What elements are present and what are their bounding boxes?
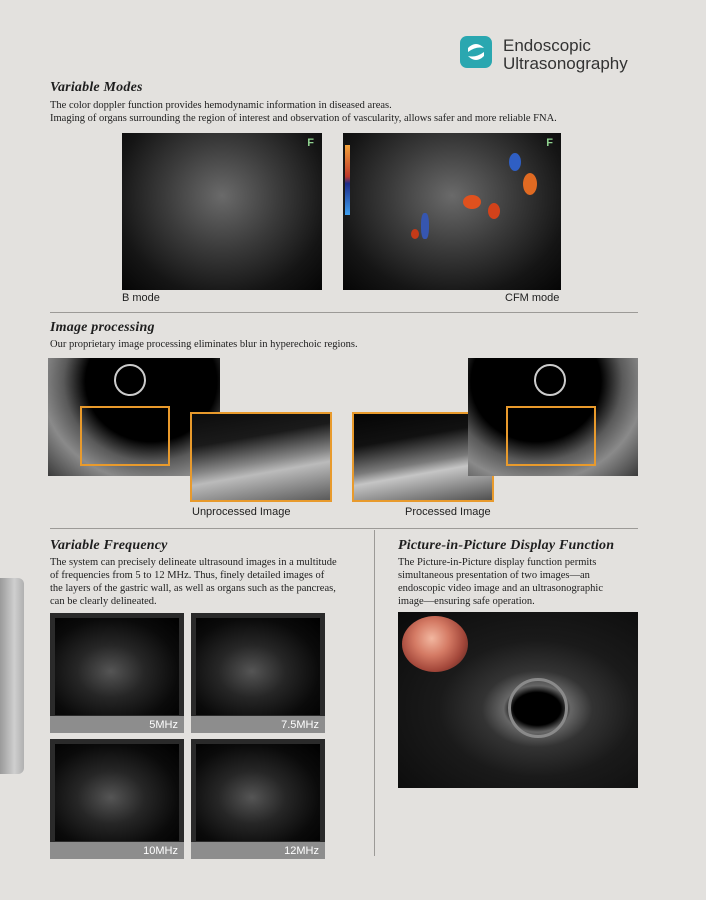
b-mode-image: F [122, 133, 322, 290]
unprocessed-zoom-image [190, 412, 332, 502]
pip-line4: image—ensuring safe operation. [398, 596, 535, 607]
vf-line2: of frequencies from 5 to 12 MHz. Thus, finely detailed images of [50, 570, 325, 581]
doppler-blue-2 [421, 213, 429, 239]
section-title-image-processing: Image processing [50, 320, 155, 335]
freq-image-12mhz: 12MHz [191, 739, 325, 859]
vf-line3: the layers of the gastric wall, as well as organs such as the pancreas, [50, 583, 336, 594]
divider-2 [50, 528, 638, 529]
freq-image-7-5mhz: 7.5MHz [191, 613, 325, 733]
pip-line1: The Picture-in-Picture display function permits [398, 557, 597, 568]
brand-title-line1: Endoscopic [503, 36, 591, 55]
endoscopic-inset-image [402, 616, 468, 672]
section-title-pip: Picture-in-Picture Display Function [398, 538, 615, 553]
brand-title-line2: Ultrasonography [503, 54, 628, 73]
brand-logo-icon [460, 36, 492, 68]
cfm-mode-caption: CFM mode [505, 292, 560, 304]
doppler-blue-1 [509, 153, 521, 171]
doppler-red-1 [463, 195, 481, 209]
pip-line3: endoscopic video image and an ultrasonographic [398, 583, 603, 594]
roi-box-right [506, 406, 596, 466]
b-mode-caption: B mode [122, 292, 160, 304]
section-title-variable-frequency: Variable Frequency [50, 538, 168, 553]
probe-ring [114, 364, 146, 396]
processed-caption: Processed Image [405, 506, 491, 518]
probe-ring [534, 364, 566, 396]
variable-modes-line1: The color doppler function provides hemodynamic information in diseased areas. [50, 100, 392, 111]
variable-modes-line2: Imaging of organs surrounding the region of interest and observation of vascularity, allows safer and more reliable FNA. [50, 113, 557, 124]
pip-display-image [398, 612, 638, 788]
pip-line2: simultaneous presentation of two images—an [398, 570, 590, 581]
freq-image-10mhz: 10MHz [50, 739, 184, 859]
device-edge [0, 578, 24, 774]
section-title-variable-modes: Variable Modes [50, 80, 143, 95]
divider-1 [50, 312, 638, 313]
image-processing-line1: Our proprietary image processing eliminates blur in hyperechoic regions. [50, 339, 358, 350]
doppler-red-3 [523, 173, 537, 195]
column-divider [374, 530, 375, 856]
doppler-red-4 [411, 229, 419, 239]
vf-line4: can be clearly delineated. [50, 596, 157, 607]
processed-overview-image [468, 358, 638, 476]
color-scale [345, 145, 350, 215]
freq-image-5mhz: 5MHz [50, 613, 184, 733]
vf-line1: The system can precisely delineate ultrasound images in a multitude [50, 557, 337, 568]
roi-box-left [80, 406, 170, 466]
ring-artifact [508, 678, 568, 738]
unprocessed-caption: Unprocessed Image [192, 506, 291, 518]
cfm-mode-image: F [343, 133, 561, 290]
doppler-red-2 [488, 203, 500, 219]
